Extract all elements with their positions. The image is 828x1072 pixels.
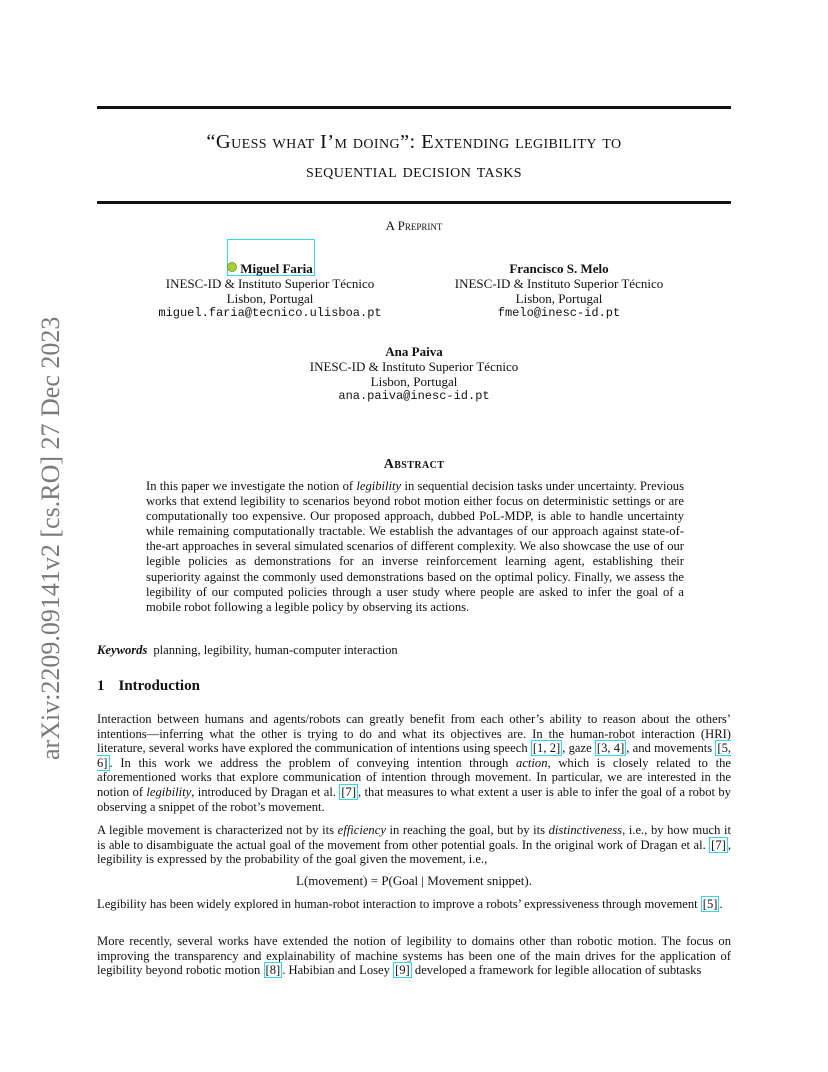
author-email[interactable]: miguel.faria@tecnico.ulisboa.pt <box>158 306 382 320</box>
abstract-text-2: in sequential decision tasks under uncertainty. Previous works that extend legibility to scenarios beyond robot motion either focus on deterministic settings or are computationally too expensive. Our proposed approach, dubbed PoL-MDP, is able to handle uncertainty while remaining computationally tractable. We establish the advantages of our approach against state-of-the-art approaches in several simulated scenarios of different complexity. We also showcase the use of our legible policies as demonstrations for an inverse reinforcement learning agent, establishing their superiority against the commonly used demonstrations based on the optimal policy. Finally, we assess the legibility of our computed policies through a user study where people are asked to infer the goal of a mobile robot following a legible policy by observing its actions. <box>146 479 684 614</box>
preprint-label: A Preprint <box>385 218 443 233</box>
abstract-text <box>146 479 684 615</box>
paragraph-text: . <box>719 897 723 911</box>
paragraph-text: . Habibian and Losey <box>282 963 394 978</box>
arxiv-stamp: arXiv:2209.09141v2 [cs.RO] 27 Dec 2023 <box>36 316 65 760</box>
paragraph-text: , gaze <box>562 741 595 756</box>
author-block <box>150 261 390 321</box>
title-rule-bottom <box>97 201 731 204</box>
paragraph-text: A legible movement is characterized not by its <box>97 823 338 837</box>
keywords-line <box>97 643 731 658</box>
emphasis: distinctiveness <box>548 823 623 837</box>
paragraph-text: developed a framework for legible allocation of subtasks <box>411 963 702 978</box>
keywords-text: planning, legibility, human-computer interaction <box>153 643 398 657</box>
abstract-text-1: In this paper we investigate the notion of <box>146 479 357 493</box>
paragraph <box>97 897 731 912</box>
author-affiliation: INESC-ID & Instituto Superior Técnico <box>165 276 375 291</box>
abstract-heading: Abstract <box>383 457 445 472</box>
paragraph-text: Interaction between humans and agents/robots can greatly benefit from each other’s ability to reason about the others’ intentions—inferring what the other is trying to do and what its objectives are. In the human-robot interaction (HRI) literature, several works have explored the communication of intentions using speech <box>97 712 731 756</box>
author-location: Lisbon, Portugal <box>370 374 458 389</box>
citation-link[interactable]: [7] <box>711 837 726 852</box>
citation-link[interactable]: [9] <box>395 963 410 978</box>
paper-title <box>97 128 731 186</box>
citation-link[interactable]: [5, 6] <box>97 741 732 770</box>
author-name[interactable]: Miguel Faria <box>240 261 313 276</box>
author-name: Francisco S. Melo <box>509 261 609 276</box>
citation-link[interactable]: [1, 2] <box>532 741 561 756</box>
author-block <box>439 261 679 321</box>
emphasis: legibility <box>146 784 192 799</box>
author-email[interactable]: ana.paiva@inesc-id.pt <box>338 389 490 403</box>
paragraph-text: in reaching the goal, but by its <box>385 823 549 837</box>
author-affiliation: INESC-ID & Instituto Superior Técnico <box>309 359 519 374</box>
paragraph-text: , legibility is expressed by the probability of the goal given the movement, i.e., <box>97 837 731 867</box>
title-part-2: Extending legibility to <box>421 131 622 153</box>
paragraph-text: , i.e., by how much it is able to disambiguate the actual goal of the movement from other potential goals. In the original work of Dragan et al. <box>97 823 731 852</box>
author-location: Lisbon, Portugal <box>515 291 603 306</box>
author-affiliation: INESC-ID & Instituto Superior Técnico <box>454 276 664 291</box>
author-block <box>294 344 534 404</box>
paragraph <box>97 934 731 978</box>
author-email[interactable]: fmelo@inesc-id.pt <box>497 306 621 320</box>
author-name: Ana Paiva <box>385 344 443 359</box>
paragraph-text: More recently, several works have extended the notion of legibility to domains other than robotic motion. The focus on improving the transparency and explainability of machine systems has been one of the main drives for the application of legibility beyond robotic motion <box>97 934 731 978</box>
title-rule-top <box>97 106 731 109</box>
paragraph-text: . In this work we address the problem of conveying intention through <box>109 755 517 770</box>
paragraph-text: , that measures to what extent a user is able to infer the goal of a robot by observing a snippet of the robot’s movement. <box>97 784 731 814</box>
paragraph-text: , introduced by Dragan et al. <box>191 784 340 799</box>
paragraph-text: , which is closely related to the aforementioned works that explore communication of intention through movement. In particular, we are interested in the notion of <box>97 755 731 799</box>
citation-link[interactable]: [8] <box>265 963 281 978</box>
paragraph <box>97 823 731 867</box>
section-heading <box>97 678 200 695</box>
paragraph <box>97 712 731 814</box>
citation-link[interactable]: [7] <box>341 784 357 799</box>
keywords-label: Keywords <box>97 643 148 657</box>
emphasis: action <box>516 755 548 770</box>
orcid-icon[interactable] <box>227 262 237 272</box>
section-number: 1 <box>97 678 105 694</box>
abstract-emphasis: legibility <box>356 479 402 493</box>
paragraph-text: Legibility has been widely explored in human-robot interaction to improve a robots’ expressiveness through movement <box>97 897 701 911</box>
citation-link[interactable]: [3, 4] <box>596 741 625 756</box>
author-location: Lisbon, Portugal <box>226 291 314 306</box>
section-title: Introduction <box>118 678 200 694</box>
equation: L(movement) = P(Goal | Movement snippet). <box>296 873 532 888</box>
citation-link[interactable]: [5] <box>702 897 718 911</box>
paragraph-text: , and movements <box>626 741 716 756</box>
title-line-2: sequential decision tasks <box>306 160 522 182</box>
title-part-1: “Guess what I’m doing”: <box>206 131 416 153</box>
emphasis: efficiency <box>337 823 386 837</box>
